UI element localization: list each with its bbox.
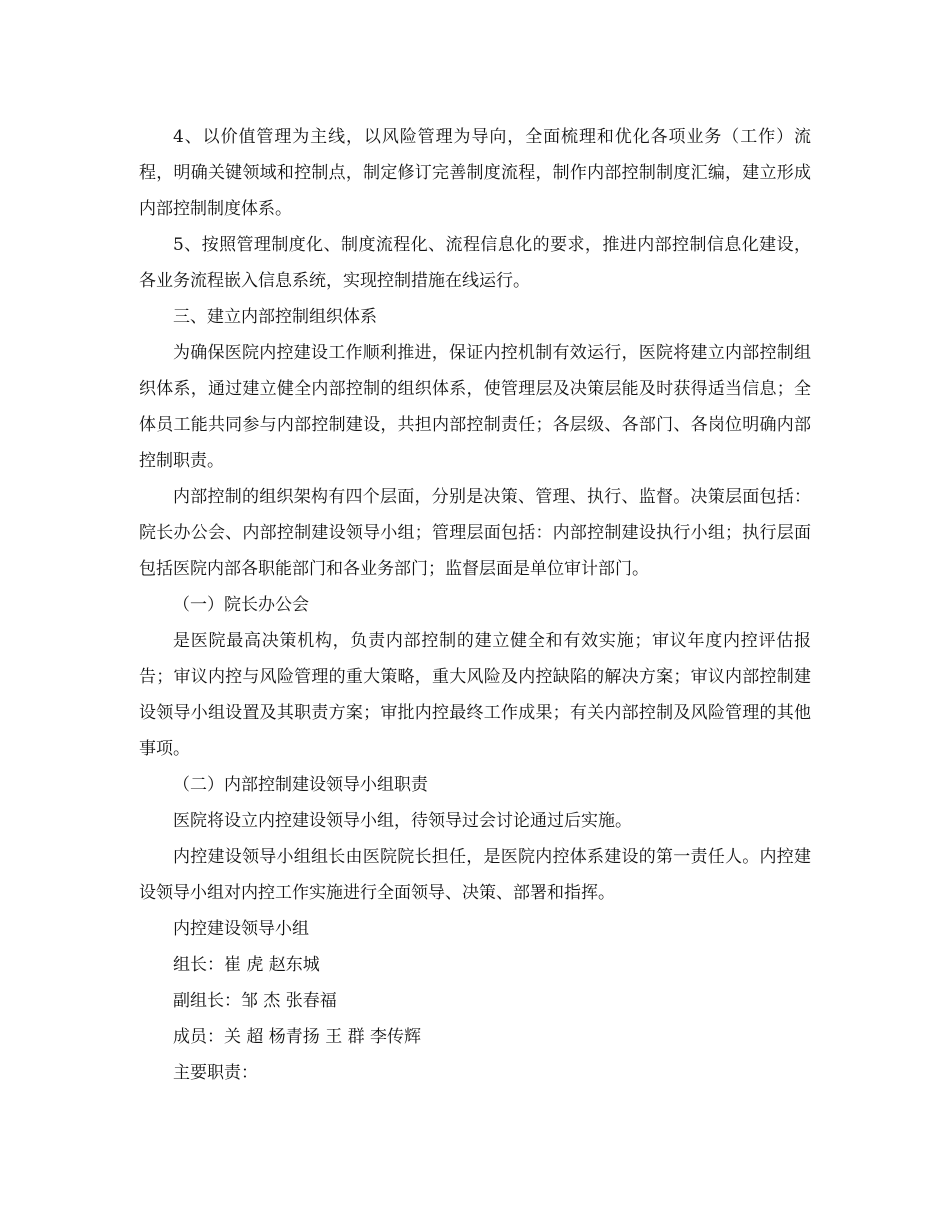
paragraph-item-5: 5、按照管理制度化、制度流程化、流程信息化的要求，推进内部控制信息化建设，各业务流程嵌入信息系统，实现控制措施在线运行。 [139, 235, 811, 291]
document-page [139, 119, 811, 1091]
subheading-1: （一）院长办公会 [173, 595, 309, 615]
section-heading-3: 三、建立内部控制组织体系 [173, 307, 377, 327]
group-members-line: 成员：关 超 杨青扬 王 群 李传辉 [173, 1027, 422, 1047]
paragraph-item-4: 4、以价值管理为主线，以风险管理为导向，全面梳理和优化各项业务（工作）流程，明确关键领域和控制点，制定修订完善制度流程，制作内部控制制度汇编，建立形成内部控制制度体系。 [139, 127, 811, 219]
paragraph-org-structure: 内部控制的组织架构有四个层面，分别是决策、管理、执行、监督。决策层面包括：院长办公会、内部控制建设领导小组；管理层面包括：内部控制建设执行小组；执行层面包括医院内部各职能部门和各业务部门；监督层面是单位审计部门。 [139, 487, 811, 579]
group-deputy-line: 副组长：邹 杰 张春福 [173, 991, 337, 1011]
paragraph-president-office: 是医院最高决策机构，负责内部控制的建立健全和有效实施；审议年度内控评估报告；审议内控与风险管理的重大策略，重大风险及内控缺陷的解决方案；审议内部控制建设领导小组设置及其职责方案；审批内控最终工作成果；有关内部控制及风险管理的其他事项。 [139, 631, 811, 759]
paragraph-leading-group-setup: 医院将设立内控建设领导小组，待领导过会讨论通过后实施。 [173, 811, 632, 831]
subheading-2: （二）内部控制建设领导小组职责 [173, 775, 428, 795]
paragraph-org-system: 为确保医院内控建设工作顺利推进，保证内控机制有效运行，医院将建立内部控制组织体系，通过建立健全内部控制的组织体系，使管理层及决策层能及时获得适当信息；全体员工能共同参与内部控制建设，共担内部控制责任；各层级、各部门、各岗位明确内部控制职责。 [139, 343, 811, 471]
paragraph-leading-group-leader: 内控建设领导小组组长由医院院长担任，是医院内控体系建设的第一责任人。内控建设领导小组对内控工作实施进行全面领导、决策、部署和指挥。 [139, 847, 811, 903]
group-title: 内控建设领导小组 [173, 919, 309, 939]
main-duties-line: 主要职责： [173, 1063, 258, 1083]
group-leader-line: 组长：崔 虎 赵东城 [173, 955, 320, 975]
